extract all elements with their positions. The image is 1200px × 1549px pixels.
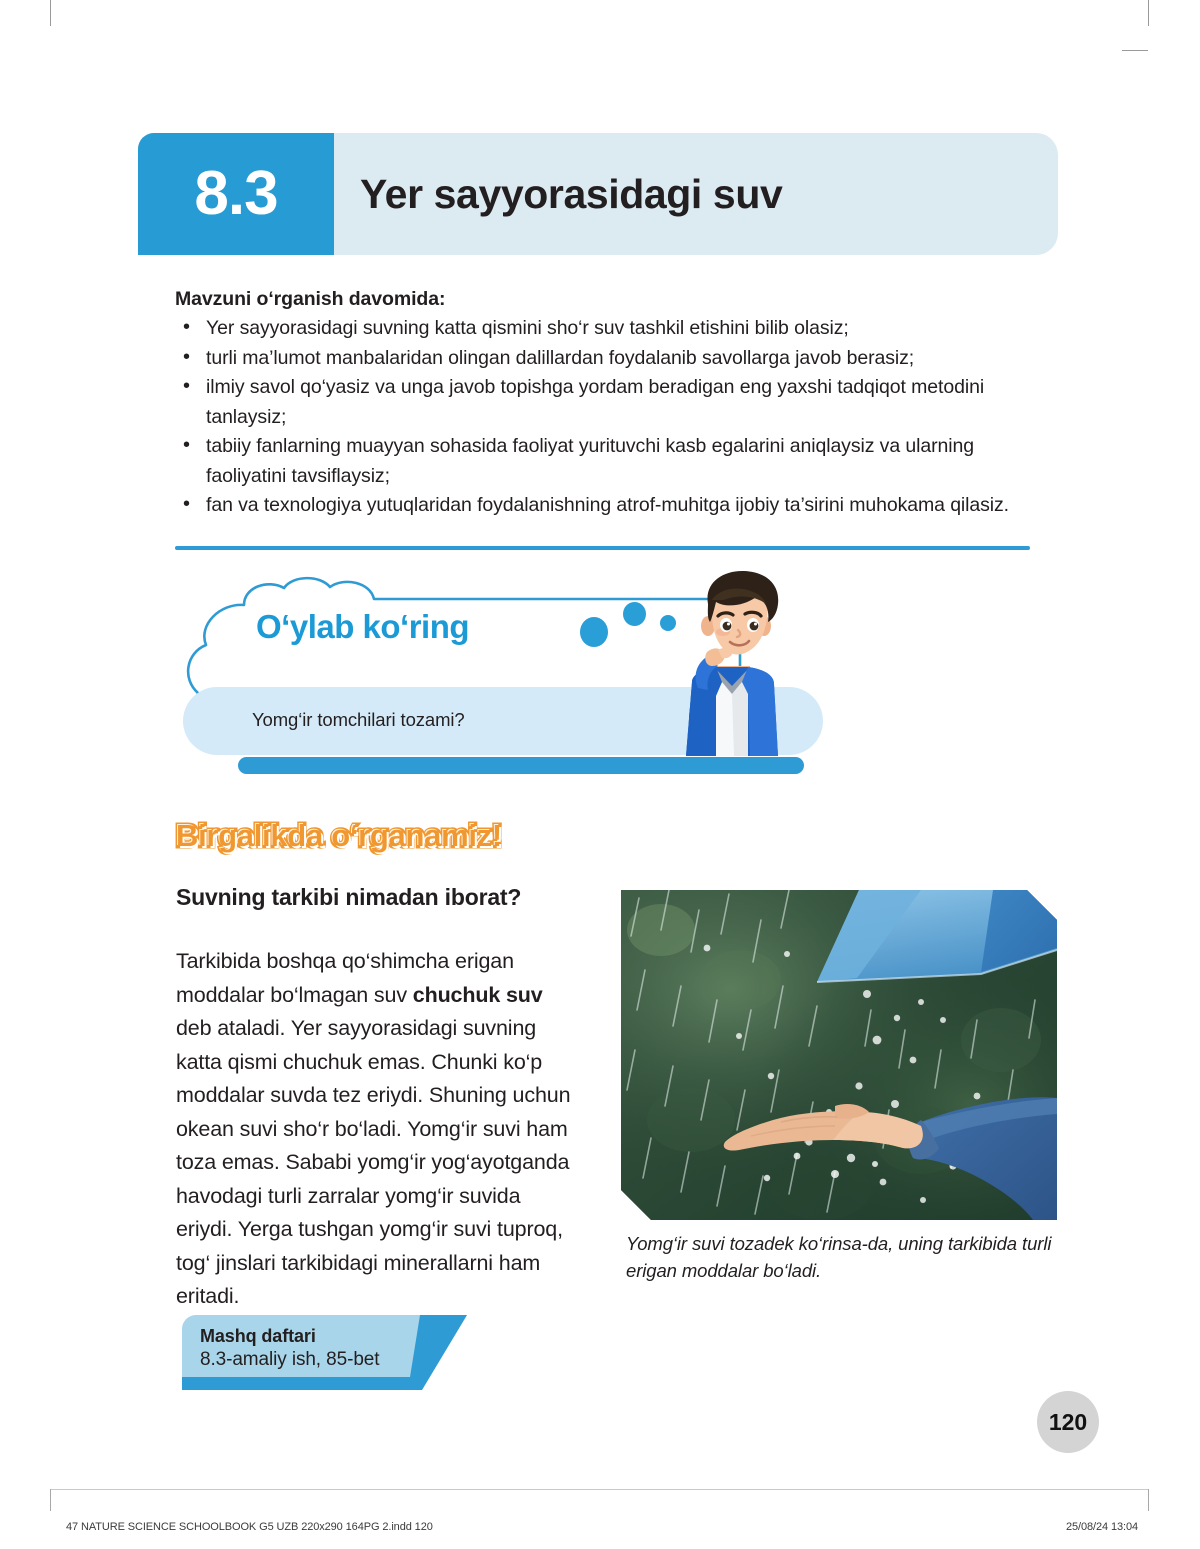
rain-photo-graphic bbox=[621, 890, 1057, 1220]
section-banner-heading: Birgalikda o‘rganamiz! bbox=[176, 818, 502, 853]
body-text-bold-term: chuchuk suv bbox=[412, 982, 543, 1007]
workbook-tag bbox=[182, 1315, 467, 1390]
page-number-badge: 120 bbox=[1037, 1391, 1099, 1453]
objective-item: • ilmiy savol qo‘yasiz va unga javob topishga yordam beradigan eng yaxshi tadqiqot metodini tanlaysiz; bbox=[175, 373, 1030, 432]
objectives-list bbox=[175, 314, 1030, 521]
footer-tick-left bbox=[50, 1489, 51, 1511]
body-paragraph bbox=[176, 945, 574, 1314]
thinking-boy-illustration bbox=[652, 570, 812, 760]
footer-tick-right bbox=[1148, 1489, 1149, 1511]
objective-item: • turli ma’lumot manbalaridan olingan dalillardan foydalanib savollarga javob berasiz; bbox=[175, 344, 1030, 374]
chapter-number-box bbox=[138, 133, 334, 255]
body-text-part-1: Tarkibida boshqa qo‘shimcha erigan moddalar bo‘lmagan suv bbox=[176, 949, 514, 1007]
chapter-header bbox=[138, 133, 1058, 255]
thought-bubble-large-icon bbox=[580, 617, 608, 647]
thought-bubble-medium-icon bbox=[623, 602, 646, 626]
footer-filename: 47 NATURE SCIENCE SCHOOLBOOK G5 UZB 220x290 164PG 2.indd 120 bbox=[66, 1521, 433, 1533]
think-heading: O‘ylab ko‘ring bbox=[256, 608, 470, 645]
body-text-part-2: deb ataladi. Yer sayyorasidagi suvning katta qismi chuchuk emas. Chunki ko‘p moddalar suvda tez eriydi. Shuning uchun okean suvi sho‘r bo‘ladi. Yomg‘ir suvi ham toza emas. Sababi yomg‘ir yog‘ayotganda havodagi turli zarralar yomg‘ir suvida eriydi. Yerga tushgan yomg‘ir suvi tuproq, tog‘ jinslari tarkibidagi minerallarni ham eritadi. bbox=[176, 1016, 571, 1308]
subsection-heading: Suvning tarkibi nimadan iborat? bbox=[176, 884, 522, 910]
chapter-number: 8.3 bbox=[194, 159, 278, 228]
footer-timestamp: 25/08/24 13:04 bbox=[1065, 1521, 1138, 1533]
crop-mark-right-upper bbox=[1122, 50, 1148, 51]
footer-rule bbox=[50, 1489, 1148, 1490]
learning-objectives bbox=[175, 288, 1030, 521]
crop-mark-top-left bbox=[50, 0, 51, 26]
section-divider bbox=[175, 546, 1030, 550]
objective-item: • Yer sayyorasidagi suvning katta qismini sho‘r suv tashkil etishini bilib olasiz; bbox=[175, 314, 1030, 344]
page-title: Yer sayyorasidagi suv bbox=[360, 170, 783, 217]
workbook-tag-label: Mashq daftari bbox=[200, 1326, 316, 1346]
figure-caption: Yomg‘ir suvi tozadek ko‘rinsa-da, uning tarkibida turli erigan moddalar bo‘ladi. bbox=[626, 1233, 1052, 1281]
objective-item: • tabiiy fanlarning muayyan sohasida faoliyat yurituvchi kasb egalarini aniqlaysiz va ularning faoliyatini tavsiflaysiz; bbox=[175, 432, 1030, 491]
think-question: Yomg‘ir tomchilari tozami? bbox=[252, 709, 465, 730]
rain-photo bbox=[621, 890, 1057, 1220]
crop-mark-top-right bbox=[1148, 0, 1149, 26]
think-about-block bbox=[180, 575, 840, 780]
objectives-heading: Mavzuni o‘rganish davomida: bbox=[175, 288, 446, 310]
workbook-tag-reference: 8.3-amaliy ish, 85-bet bbox=[200, 1349, 380, 1370]
objective-item: • fan va texnologiya yutuqlaridan foydalanishning atrof-muhitga ijobiy ta’sirini muhokama qilasiz. bbox=[175, 491, 1030, 521]
